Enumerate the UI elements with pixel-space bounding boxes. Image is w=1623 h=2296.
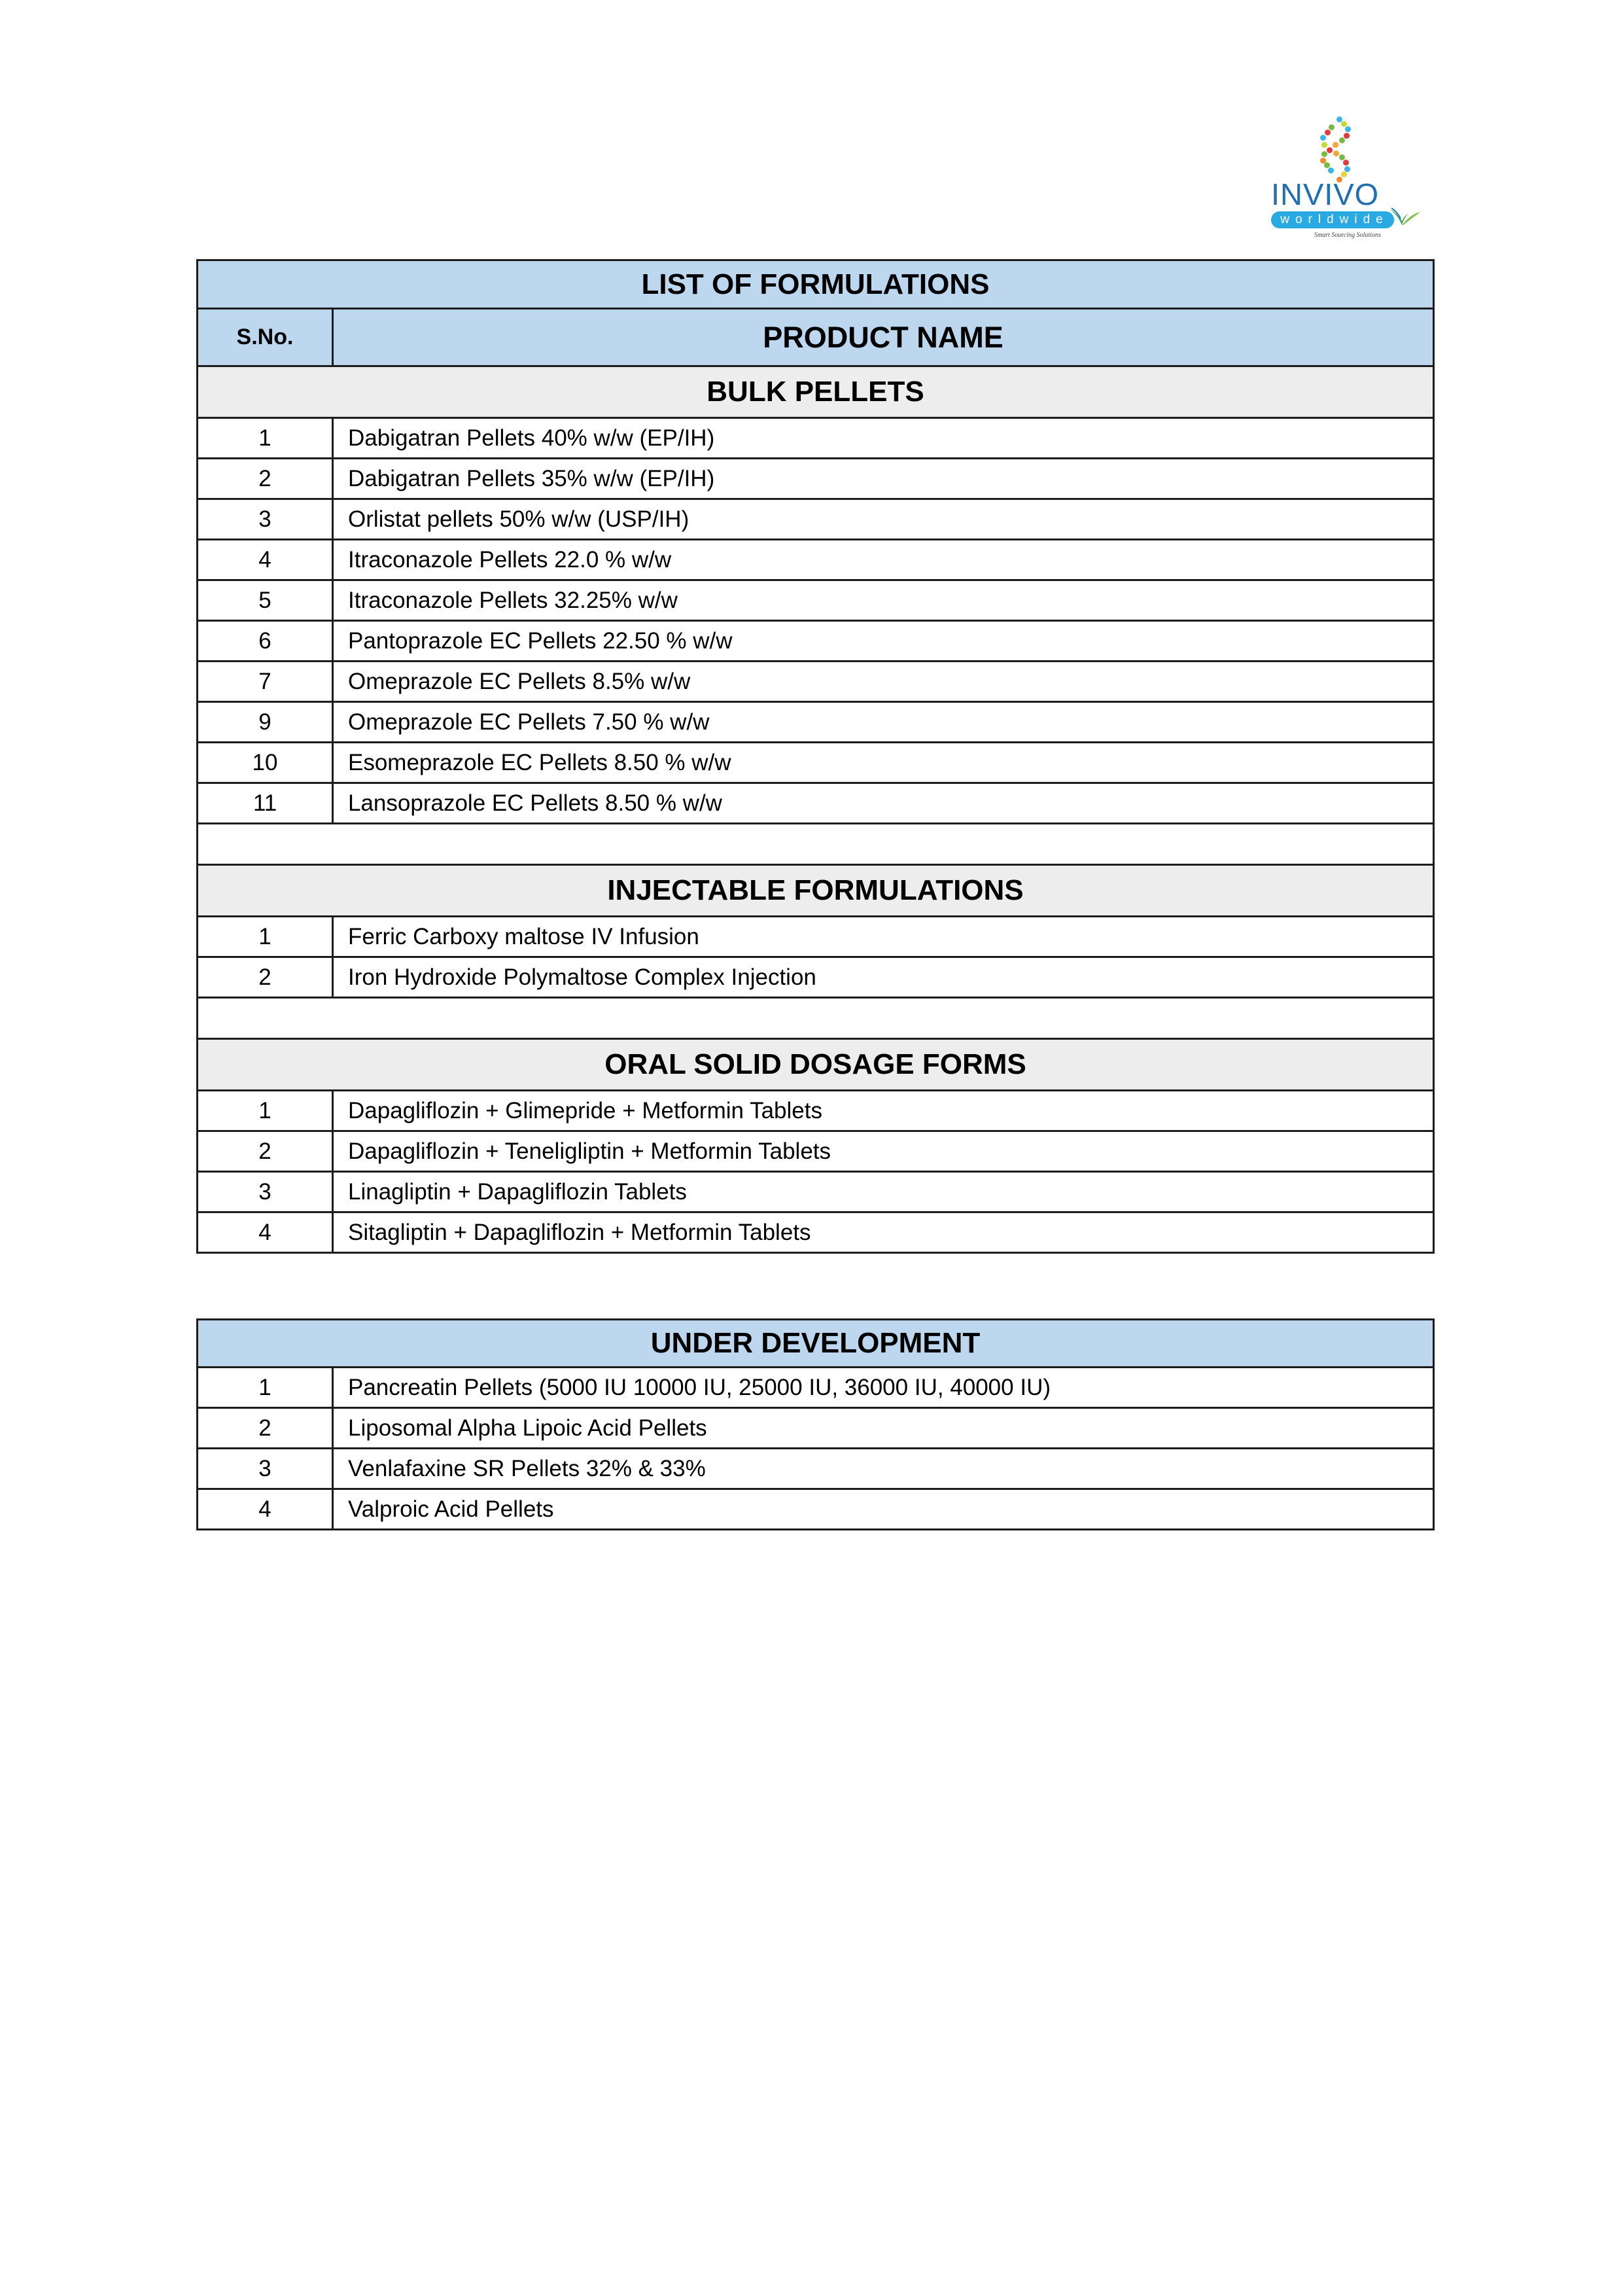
table-row bbox=[198, 1449, 1434, 1489]
product-name: Dabigatran Pellets 35% w/w (EP/IH) bbox=[333, 459, 1434, 499]
product-name: Itraconazole Pellets 32.25% w/w bbox=[333, 580, 1434, 621]
invivo-logo bbox=[1266, 111, 1429, 242]
helix-dot-icon bbox=[1344, 133, 1350, 139]
table-row bbox=[198, 783, 1434, 824]
helix-dot-icon bbox=[1321, 142, 1327, 148]
product-name: Omeprazole EC Pellets 7.50 % w/w bbox=[333, 702, 1434, 743]
table-title-row bbox=[198, 1320, 1434, 1368]
blank-cell bbox=[198, 824, 1434, 865]
section-header-row bbox=[198, 1039, 1434, 1091]
column-header-sno: S.No. bbox=[198, 309, 333, 366]
blank-row bbox=[198, 998, 1434, 1039]
product-name: Lansoprazole EC Pellets 8.50 % w/w bbox=[333, 783, 1434, 824]
product-name: Liposomal Alpha Lipoic Acid Pellets bbox=[333, 1408, 1434, 1449]
table-row bbox=[198, 459, 1434, 499]
table-row bbox=[198, 957, 1434, 998]
product-name: Sitagliptin + Dapagliflozin + Metformin Tablets bbox=[333, 1212, 1434, 1253]
serial-number: 2 bbox=[198, 1408, 333, 1449]
section-title: ORAL SOLID DOSAGE FORMS bbox=[198, 1039, 1434, 1091]
table-row bbox=[198, 418, 1434, 459]
table-row bbox=[198, 1489, 1434, 1530]
product-name: Dapagliflozin + Teneligliptin + Metformin Tablets bbox=[333, 1131, 1434, 1172]
helix-dot-icon bbox=[1325, 130, 1331, 135]
helix-dot-icon bbox=[1320, 135, 1326, 141]
serial-number: 2 bbox=[198, 957, 333, 998]
logo-tagline: Smart Sourcing Solutions bbox=[1314, 232, 1381, 239]
product-name: Esomeprazole EC Pellets 8.50 % w/w bbox=[333, 743, 1434, 783]
table-row bbox=[198, 702, 1434, 743]
product-name: Pantoprazole EC Pellets 22.50 % w/w bbox=[333, 621, 1434, 662]
table-title-row bbox=[198, 260, 1434, 309]
logo-worldwide-pill: worldwide bbox=[1271, 211, 1394, 228]
serial-number: 1 bbox=[198, 1368, 333, 1408]
table-row bbox=[198, 917, 1434, 957]
serial-number: 3 bbox=[198, 499, 333, 540]
serial-number: 3 bbox=[198, 1449, 333, 1489]
section-header-row bbox=[198, 366, 1434, 418]
helix-dot-icon bbox=[1341, 171, 1347, 177]
serial-number: 4 bbox=[198, 1489, 333, 1530]
table-row bbox=[198, 499, 1434, 540]
table-row bbox=[198, 662, 1434, 702]
serial-number: 2 bbox=[198, 1131, 333, 1172]
column-header-product-name: PRODUCT NAME bbox=[333, 309, 1434, 366]
serial-number: 4 bbox=[198, 540, 333, 580]
helix-dot-icon bbox=[1333, 150, 1339, 156]
product-name: Iron Hydroxide Polymaltose Complex Injection bbox=[333, 957, 1434, 998]
blank-row bbox=[198, 824, 1434, 865]
helix-dot-icon bbox=[1321, 151, 1327, 157]
logo-brand-text: INVIVO bbox=[1271, 177, 1380, 211]
serial-number: 7 bbox=[198, 662, 333, 702]
serial-number: 1 bbox=[198, 418, 333, 459]
table-row bbox=[198, 1212, 1434, 1253]
product-name: Linagliptin + Dapagliflozin Tablets bbox=[333, 1172, 1434, 1212]
helix-dot-icon bbox=[1329, 124, 1335, 130]
serial-number: 6 bbox=[198, 621, 333, 662]
table-row bbox=[198, 1131, 1434, 1172]
product-name: Ferric Carboxy maltose IV Infusion bbox=[333, 917, 1434, 957]
product-name: Itraconazole Pellets 22.0 % w/w bbox=[333, 540, 1434, 580]
table-header-row bbox=[198, 309, 1434, 366]
table-row bbox=[198, 1408, 1434, 1449]
product-name: Dabigatran Pellets 40% w/w (EP/IH) bbox=[333, 418, 1434, 459]
helix-dot-icon bbox=[1339, 137, 1345, 143]
serial-number: 5 bbox=[198, 580, 333, 621]
helix-dot-icon bbox=[1328, 168, 1334, 173]
serial-number: 4 bbox=[198, 1212, 333, 1253]
table-title: LIST OF FORMULATIONS bbox=[198, 260, 1434, 309]
table-row bbox=[198, 1368, 1434, 1408]
serial-number: 3 bbox=[198, 1172, 333, 1212]
serial-number: 9 bbox=[198, 702, 333, 743]
product-name: Omeprazole EC Pellets 8.5% w/w bbox=[333, 662, 1434, 702]
table-row bbox=[198, 1172, 1434, 1212]
product-name: Pancreatin Pellets (5000 IU 10000 IU, 25000 IU, 36000 IU, 40000 IU) bbox=[333, 1368, 1434, 1408]
formulations-table bbox=[196, 259, 1435, 1254]
under-development-table bbox=[196, 1318, 1435, 1530]
serial-number: 2 bbox=[198, 459, 333, 499]
product-name: Valproic Acid Pellets bbox=[333, 1489, 1434, 1530]
bird-leaf-icon bbox=[1389, 207, 1422, 228]
table-row bbox=[198, 540, 1434, 580]
serial-number: 1 bbox=[198, 917, 333, 957]
section-title: INJECTABLE FORMULATIONS bbox=[198, 865, 1434, 917]
table-row bbox=[198, 1091, 1434, 1131]
section-title: BULK PELLETS bbox=[198, 366, 1434, 418]
product-name: Venlafaxine SR Pellets 32% & 33% bbox=[333, 1449, 1434, 1489]
table-title: UNDER DEVELOPMENT bbox=[198, 1320, 1434, 1368]
serial-number: 11 bbox=[198, 783, 333, 824]
table-row bbox=[198, 621, 1434, 662]
serial-number: 10 bbox=[198, 743, 333, 783]
blank-cell bbox=[198, 998, 1434, 1039]
section-header-row bbox=[198, 865, 1434, 917]
helix-dot-icon bbox=[1327, 147, 1333, 153]
product-name: Orlistat pellets 50% w/w (USP/IH) bbox=[333, 499, 1434, 540]
helix-dot-icon bbox=[1345, 126, 1351, 132]
helix-dot-icon bbox=[1343, 160, 1349, 166]
table-row bbox=[198, 743, 1434, 783]
helix-dot-icon bbox=[1333, 142, 1338, 148]
table-row bbox=[198, 580, 1434, 621]
serial-number: 1 bbox=[198, 1091, 333, 1131]
product-name: Dapagliflozin + Glimepride + Metformin Tablets bbox=[333, 1091, 1434, 1131]
